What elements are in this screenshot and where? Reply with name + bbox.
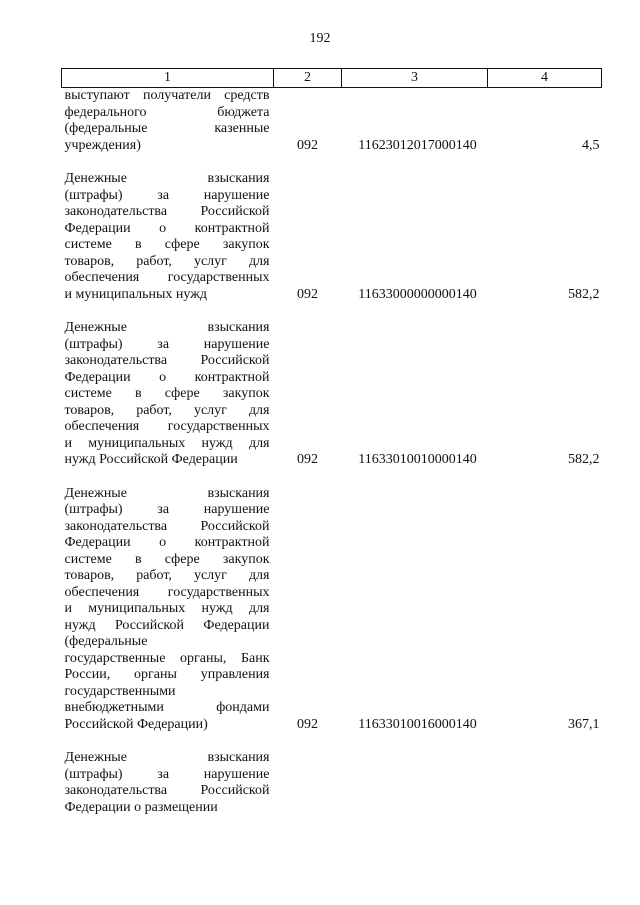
description-line: (штрафы) за нарушение [64, 502, 270, 517]
table-header-row [62, 69, 602, 88]
table-row [62, 750, 602, 816]
description-line: товаров, работ, услуг для [64, 253, 270, 269]
description-line: внебюджетными фондами [64, 700, 270, 715]
description-line: обеспечения государственных [64, 584, 270, 600]
description-line: системе в сфере закупок [64, 551, 270, 567]
description-line: Федерации о размещении [64, 799, 218, 815]
revenue-code: 11633010016000140 [358, 716, 477, 732]
description-line: Денежные взыскания [64, 320, 270, 335]
description-line: (штрафы) за нарушение [64, 187, 270, 203]
administrator-code: 092 [297, 716, 318, 732]
description-line: товаров, работ, услуг для [64, 402, 270, 418]
description-line: государственными [64, 683, 176, 699]
row-description [62, 320, 274, 469]
description-line: Денежные взыскания [64, 750, 270, 765]
description-line: и муниципальных нужд [64, 286, 208, 302]
column-header-3: 3 [342, 69, 488, 88]
amount [488, 750, 602, 816]
description-line: Российской Федерации) [64, 716, 208, 732]
revenue-code: 11633010010000140 [358, 452, 477, 467]
row-spacer [62, 733, 602, 750]
table-row [62, 320, 602, 469]
page-number: 192 [309, 31, 331, 46]
description-line: обеспечения государственных [64, 419, 270, 434]
description-line: Федерации о контрактной [64, 369, 270, 385]
column-header-1: 1 [62, 69, 274, 88]
row-description [62, 171, 274, 303]
revenue-code: 11623012017000140 [358, 137, 477, 153]
description-line: выступают получатели средств [64, 88, 270, 103]
column-header-2: 2 [274, 69, 342, 88]
description-line: товаров, работ, услуг для [64, 568, 270, 583]
description-line: законодательства Российской [64, 204, 270, 219]
description-line: Денежные взыскания [64, 485, 270, 501]
row-spacer [62, 154, 602, 171]
amount: 4,5 [582, 137, 600, 153]
table-row [62, 88, 602, 155]
description-line: Федерации о контрактной [64, 220, 270, 236]
description-line: законодательства Российской [64, 783, 270, 798]
description-line: учреждения) [64, 137, 141, 153]
row-description [62, 486, 274, 734]
description-line: обеспечения государственных [64, 270, 270, 285]
description-line: Денежные взыскания [64, 171, 270, 186]
administrator-code: 092 [297, 137, 318, 153]
amount: 582,2 [568, 286, 600, 302]
budget-table [61, 68, 602, 816]
description-line: (штрафы) за нарушение [64, 336, 270, 352]
description-line: государственные органы, Банк [64, 650, 270, 666]
table-body [62, 88, 602, 817]
description-line: законодательства Российской [64, 518, 270, 534]
administrator-code: 092 [297, 452, 318, 467]
description-line: федерального бюджета [64, 104, 270, 120]
row-spacer [62, 469, 602, 486]
revenue-code [342, 750, 488, 816]
amount: 367,1 [568, 716, 600, 732]
description-line: нужд Российской Федерации [64, 617, 270, 633]
description-line: и муниципальных нужд для [64, 601, 270, 616]
revenue-code: 11633000000000140 [358, 286, 477, 302]
description-line: законодательства Российской [64, 353, 270, 368]
description-line: (федеральные [64, 634, 148, 649]
description-line: (федеральные казенные [64, 121, 270, 136]
description-line: Федерации о контрактной [64, 535, 270, 550]
amount: 582,2 [568, 452, 600, 467]
administrator-code [274, 750, 342, 816]
administrator-code: 092 [297, 286, 318, 302]
row-spacer [62, 303, 602, 320]
row-description [62, 88, 274, 155]
table-row [62, 486, 602, 734]
description-line: (штрафы) за нарушение [64, 766, 270, 782]
column-header-4: 4 [488, 69, 602, 88]
table-row [62, 171, 602, 303]
description-line: нужд Российской Федерации [64, 452, 238, 467]
description-line: системе в сфере закупок [64, 386, 270, 401]
description-line: России, органы управления [64, 667, 270, 682]
row-description [62, 750, 274, 816]
description-line: и муниципальных нужд для [64, 435, 270, 451]
description-line: системе в сфере закупок [64, 237, 270, 252]
